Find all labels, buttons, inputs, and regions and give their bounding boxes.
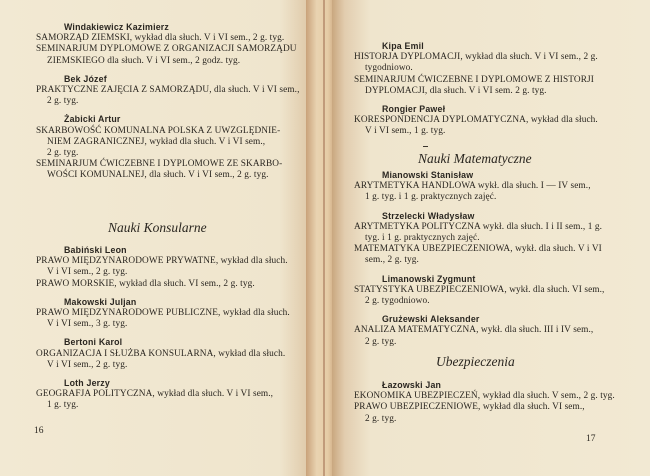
course-line: 2 g. tygodniowo. — [365, 296, 430, 307]
course-line: ORGANIZACJA I SŁUŻBA KONSULARNA, wykład dla słuch. — [36, 348, 286, 359]
course-line: SKARBOWOŚĆ KOMUNALNA POLSKA Z UWZGLĘDNIE- — [36, 125, 281, 136]
lecturer-name: Łazowski Jan — [382, 380, 442, 390]
staff-entry — [354, 380, 644, 425]
lecturer-name: Makowski Juljan — [64, 296, 137, 307]
page-number-right: 17 — [586, 434, 596, 444]
course-line: 2 g. tyg. — [365, 413, 397, 424]
staff-entry — [354, 104, 644, 138]
section-title-nauki-konsularne: Nauki Konsularne — [108, 220, 207, 235]
staff-entry — [354, 314, 644, 348]
course-line: KORESPONDENCJA DYPLOMATYCZNA, wykład dla słuch. — [354, 115, 598, 126]
lecturer-name: Rongier Paweł — [382, 104, 446, 115]
lecturer-name: Kipa Emil — [382, 41, 424, 51]
staff-entry — [36, 114, 304, 181]
lecturer-name: Bertoni Karol — [64, 337, 123, 348]
course-line: 1 g. tyg. — [47, 400, 79, 411]
course-line: ARYTMETYKA POLITYCZNA wykł. dla słuch. I i II sem., 1 g. — [354, 221, 603, 232]
course-line: NIEM ZAGRANICZNEJ, wykład dla słuch. V i VI sem., — [47, 136, 266, 147]
staff-entry — [354, 41, 644, 97]
course-line: PRAWO MIĘDZYNARODOWE PRYWATNE, wykład dla słuch. — [36, 256, 288, 267]
entries-top — [354, 41, 644, 145]
course-line: V i VI sem., 2 g. tyg. — [47, 267, 128, 278]
course-line: SEMINARJUM ĆWICZEBNE I DYPLOMOWE ZE SKARBO- — [36, 159, 283, 170]
lecturer-name: Grużewski Aleksander — [382, 314, 480, 325]
course-line: V i VI sem., 2 g. tyg. — [47, 359, 128, 370]
course-line: PRAKTYCZNE ZAJĘCIA Z SAMORZĄDU, dla słuch. V i VI sem., — [36, 85, 300, 96]
binding-stitch — [323, 0, 325, 476]
course-line: V i VI sem., 3 g. tyg. — [47, 319, 128, 330]
course-line: PRAWO MORSKIE, wykład dla słuch. VI sem., 2 g. tyg. — [36, 278, 255, 289]
staff-entry — [36, 297, 304, 331]
lecturer-name: Bek Józef — [64, 73, 107, 84]
staff-entry — [36, 378, 304, 412]
lecturer-name: Limanowski Zygmunt — [382, 273, 476, 284]
course-line: GEOGRAFJA POLITYCZNA, wykład dla słuch. V i VI sem., — [36, 389, 274, 400]
left-page — [0, 0, 318, 476]
course-line: SAMORZĄD ZIEMSKI, wykład dla słuch. V i VI sem., 2 g. tyg. — [36, 33, 285, 44]
entries-bottom — [36, 245, 304, 419]
course-line: DYPLOMACJI, dla słuch. V i VI sem. 2 g. tyg. — [365, 85, 547, 96]
staff-entry — [354, 211, 644, 267]
course-line: PRAWO MIĘDZYNARODOWE PUBLICZNE, wykład dla słuch. — [36, 308, 290, 319]
course-line: 2 g. tyg. — [47, 148, 79, 159]
staff-entry — [36, 337, 304, 371]
staff-entry — [354, 274, 644, 308]
section-divider-dash — [423, 146, 428, 147]
course-line: SEMINARJUM DYPLOMOWE Z ORGANIZACJI SAMORZĄDU — [36, 44, 297, 55]
course-line: 2 g. tyg. — [47, 96, 79, 107]
course-line: 1 g. tyg. i 1 g. praktycznych zajęć. — [365, 192, 497, 203]
staff-entry — [36, 245, 304, 290]
lecturer-name: Strzelecki Władysław — [382, 210, 475, 221]
course-line: ANALIZA MATEMATYCZNA, wykł. dla słuch. III i IV sem., — [354, 325, 594, 336]
course-line: ARYTMETYKA HANDLOWA wykł. dla słuch. I — IV sem., — [354, 181, 591, 192]
staff-entry — [36, 22, 304, 67]
course-line: sem., 2 g. tyg. — [365, 255, 419, 266]
course-line: MATEMATYKA UBEZPIECZENIOWA, wykł. dla słuch. V i VI — [354, 244, 602, 255]
lecturer-name: Żabicki Artur — [64, 114, 121, 125]
course-line: PRAWO UBEZPIECZENIOWE, wykład dla słuch. VI sem., — [354, 402, 585, 413]
staff-entry — [36, 74, 304, 108]
lecturer-name: Loth Jerzy — [64, 378, 110, 389]
course-line: HISTORJA DYPLOMACJI, wykład dla słuch. V i VI sem., 2 g. — [354, 52, 598, 63]
section-title-nauki-matematyczne: Nauki Matematyczne — [418, 151, 532, 166]
course-line: 2 g. tyg. — [365, 336, 397, 347]
course-line: WOŚCI KOMUNALNEJ, dla słuch. V i VI sem., 2 g. tyg. — [47, 170, 269, 181]
course-line: ZIEMSKIEGO dla słuch. V i VI sem., 2 godz. tyg. — [47, 55, 241, 66]
course-line: EKONOMIKA UBEZPIECZEŃ, wykład dla słuch. V sem., 2 g. tyg. — [354, 391, 615, 402]
lecturer-name: Mianowski Stanisław — [382, 170, 474, 180]
lecturer-name: Windakiewicz Kazimierz — [64, 22, 170, 32]
right-page — [332, 0, 650, 476]
entries-top — [36, 22, 304, 189]
lecturer-name: Babiński Leon — [64, 245, 127, 255]
course-line: tygodniowo. — [365, 63, 413, 74]
course-line: STATYSTYKA UBEZPIECZENIOWA, wykł. dla słuch. VI sem., — [354, 284, 605, 295]
course-line: tyg. i 1 g. praktycznych zajęć. — [365, 233, 480, 244]
entries-mid — [354, 170, 644, 355]
course-line: SEMINARJUM ĆWICZEBNE I DYPLOMOWE Z HISTORJI — [354, 74, 594, 85]
page-number-left: 16 — [34, 426, 44, 436]
course-line: V i VI sem., 1 g. tyg. — [365, 126, 446, 137]
entries-bottom — [354, 380, 644, 432]
section-title-ubezpieczenia: Ubezpieczenia — [436, 354, 515, 369]
staff-entry — [354, 170, 644, 204]
